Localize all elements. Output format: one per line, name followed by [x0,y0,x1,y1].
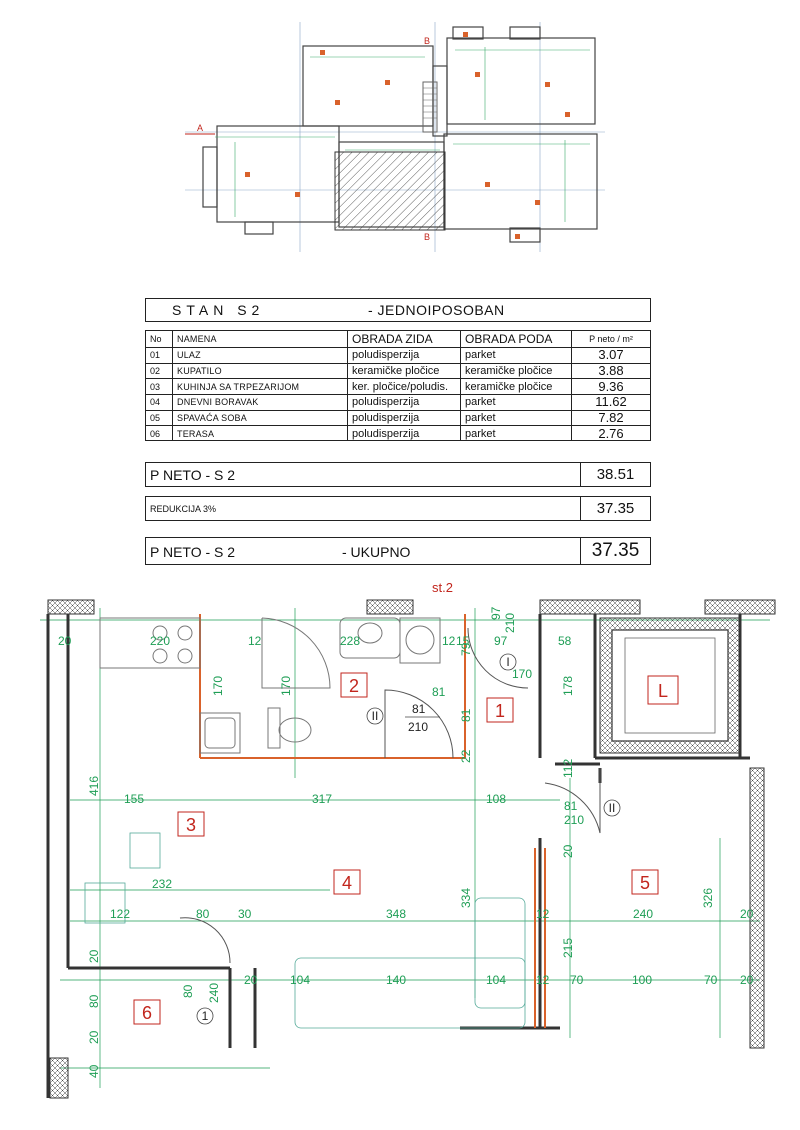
row-area: 11.62 [572,395,651,411]
keyplan-section-b-bottom: B [424,232,431,242]
apartment-floor-plan [0,578,800,1130]
dimension-value: 348 [386,907,407,921]
dimension-value: 100 [632,973,653,987]
dimension-value: 170 [211,675,225,696]
dimension-value: 20 [87,949,101,963]
dimension-value: 20 [244,973,258,987]
row-floor-finish: keramičke pločice [461,363,572,379]
door-label: II [371,709,379,723]
dimension-value: 317 [312,792,333,806]
dimension-value: 40 [87,1064,101,1078]
row-no: 06 [146,426,173,441]
room-number-5: 5 [639,873,651,893]
dimension-value: 104 [486,973,507,987]
elevator-label: L [657,681,669,701]
door-height-note: 210 [408,720,429,734]
finish-lines [200,614,545,1028]
reduction-value: 37.35 [580,497,650,520]
dimension-value: 80 [87,994,101,1008]
row-name: ULAZ [173,348,348,364]
header-name: NAMENA [173,331,348,348]
door-width-note: 81 [412,702,426,716]
living-furniture [85,833,525,1028]
header-wall-finish: OBRADA ZIDA [348,331,461,348]
dimension-value: 108 [486,792,507,806]
room-number-3: 3 [185,815,197,835]
table-row [146,363,650,379]
row-wall-finish: poludisperzija [348,410,461,426]
header-area: P neto / m² [572,331,651,348]
dimension-value: 326 [701,887,715,908]
row-floor-finish: parket [461,395,572,411]
row-floor-finish: parket [461,410,572,426]
dimension-value: 170 [279,675,293,696]
dimension-value: 70 [704,973,718,987]
door-label: I [506,655,510,669]
dimension-value: 112 [561,758,575,778]
row-floor-finish: keramičke pločice [461,379,572,395]
row-no: 01 [146,348,173,364]
dimension-value: 20 [740,973,754,987]
dimension-value: 155 [124,792,145,806]
dimension-value: 80 [196,907,210,921]
dimension-value: 416 [87,775,101,796]
dimension-value: 15 [456,634,470,648]
row-no: 04 [146,395,173,411]
dimension-value: 210 [564,813,585,827]
dimension-value: 122 [110,907,131,921]
neto-area-value: 38.51 [580,463,650,486]
rooms-table-header [146,331,650,348]
row-area: 7.82 [572,410,651,426]
row-name: TERASA [173,426,348,441]
unit-label: st.2 [432,580,453,595]
room-number-4: 4 [341,873,353,893]
table-row [146,426,650,441]
row-area: 3.07 [572,348,651,364]
rooms-table [145,330,651,441]
dimension-value: 232 [152,877,173,891]
dimension-value: 210 [503,612,517,633]
dimension-value: 81 [564,799,578,813]
row-name: KUPATILO [173,363,348,379]
dimension-value: 20 [58,634,72,648]
apartment-header [145,298,651,322]
neto-area-label: P NETO - S 2 [150,467,236,483]
keyplan-highlighted-unit [335,152,445,230]
dimension-value: 20 [561,844,575,858]
dimension-value: 97 [494,634,508,648]
row-area: 3.88 [572,363,651,379]
table-row [146,395,650,411]
door-label: 1 [201,1009,209,1023]
row-name: KUHINJA SA TRPEZARIJOM [173,379,348,395]
row-wall-finish: keramičke pločice [348,363,461,379]
dimension-value: 81 [459,708,473,722]
dimension-value: 12 [536,973,550,987]
row-wall-finish: poludisperzija [348,395,461,411]
dimension-value: 215 [561,937,575,958]
dimension-value: 12 [536,907,550,921]
table-row [146,410,650,426]
dimension-value: 220 [150,634,171,648]
row-floor-finish: parket [461,348,572,364]
door-label: II [608,801,616,815]
row-wall-finish: poludisperzija [348,426,461,441]
dimension-value: 12 [442,634,456,648]
dimension-value: 240 [633,907,654,921]
reduction-box [145,496,651,521]
dimension-value: 80 [181,984,195,998]
row-name: SPAVAĆA SOBA [173,410,348,426]
dimension-value: 97 [489,606,503,620]
row-wall-finish: poludisperzija [348,348,461,364]
row-no: 02 [146,363,173,379]
dimension-value: 70 [570,973,584,987]
table-row [146,379,650,395]
row-area: 2.76 [598,425,624,441]
dimension-value: 30 [238,907,252,921]
dimension-value: 140 [386,973,407,987]
dimension-value: 334 [459,887,473,908]
room-number-2: 2 [348,676,360,696]
row-no: 05 [146,410,173,426]
reduction-label: REDUKCIJA 3% [150,504,217,514]
total-area-suffix: - UKUPNO [342,544,411,560]
row-area: 9.36 [572,379,651,395]
header-no: No [146,331,173,348]
keyplan-section-b-top: B [424,36,431,46]
dimension-value: 178 [561,675,575,696]
row-wall-finish: ker. pločice/poludis. [348,379,461,395]
apartment-title: STAN S2 [172,302,265,318]
elevator-shaft [600,618,740,753]
row-no: 03 [146,379,173,395]
neto-area-box [145,462,651,487]
dimension-value: 20 [740,907,754,921]
row-name: DNEVNI BORAVAK [173,395,348,411]
dimension-value: 20 [87,1030,101,1044]
dimension-value: 22 [459,749,473,763]
apartment-type: - JEDNOIPOSOBAN [368,302,505,318]
room-number-1: 1 [494,701,506,721]
dimension-value: 12 [248,634,262,648]
total-area-box [145,537,651,565]
dimension-value: 58 [558,634,572,648]
row-floor-finish: parket [461,426,572,441]
dimension-value: 170 [512,667,533,681]
header-floor-finish: OBRADA PODA [461,331,572,348]
key-floor-plan [185,22,605,252]
door-labels [197,654,620,1024]
dimension-value: 81 [432,685,446,699]
dimension-value: 240 [207,982,221,1003]
total-area-value: 37.35 [580,538,650,564]
dimension-value: 79 [459,642,473,656]
dimension-value: 228 [340,634,361,648]
dimension-value: 104 [290,973,311,987]
room-number-6: 6 [141,1003,153,1023]
table-row [146,348,650,364]
keyplan-section-a: A [197,123,204,133]
total-area-label: P NETO - S 2 [150,544,236,560]
